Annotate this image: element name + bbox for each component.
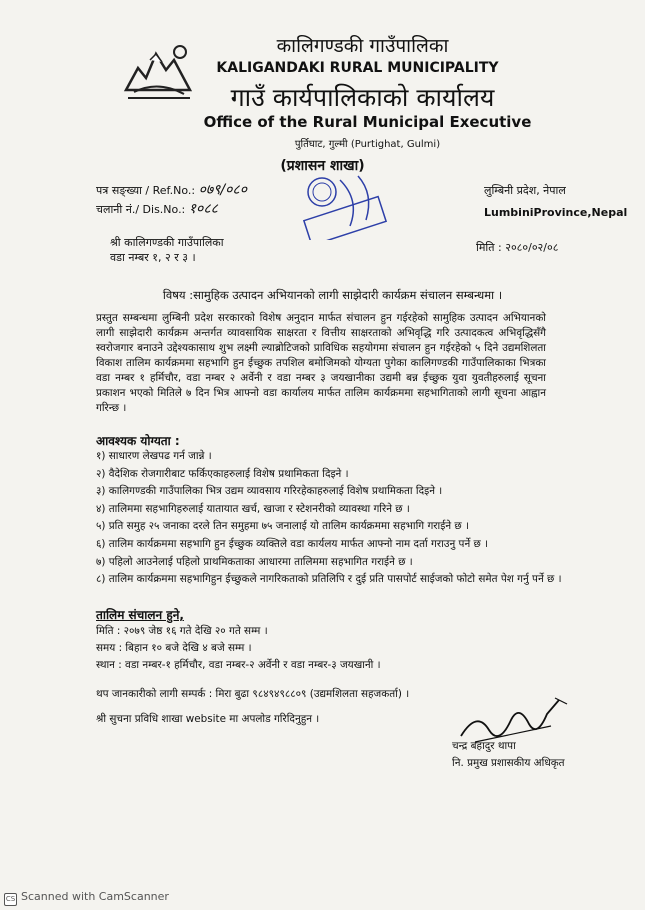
dispatch-number bbox=[96, 199, 218, 218]
recipient-line-1: श्री कालिगण्डकी गाउँपालिका bbox=[110, 236, 224, 249]
letter-date: मिति : २०८०/०२/०८ bbox=[476, 241, 559, 254]
requirement-item: २) वैदेशिक रोजगारीबाट फर्किएकाहरुलाई विशेष प्रथामिकता दिइने । bbox=[96, 467, 349, 480]
contact-info: थप जानकारीको लागी सम्पर्क : मिरा बुढा ९८४९४९८८०९ (उद्यमशिलता सहजकर्ता) । bbox=[96, 688, 410, 700]
municipality-name-en: KALIGANDAKI RURAL MUNICIPALITY bbox=[216, 60, 499, 76]
training-date: मिति : २०७९ जेष्ठ १६ गते देखि २० गते सम्म । bbox=[96, 625, 268, 637]
province-np: लुम्बिनी प्रदेश, नेपाल bbox=[484, 184, 566, 197]
section-name: (प्रशासन शाखा) bbox=[280, 158, 365, 174]
requirement-item: ५) प्रति समुह २५ जनाका दरले तिन समुहमा ७५ जनालाई यो तालिम कार्यक्रममा सहभागि गराईने छ । bbox=[96, 520, 469, 533]
subject-line: विषय :सामुहिक उत्पादन अभियानको लागी साझेदारी कार्यक्रम संचालन सम्बन्धमा । bbox=[162, 288, 503, 302]
office-name-np: गाउँ कार्यपालिकाको कार्यालय bbox=[230, 83, 495, 112]
requirement-item: ४) तालिममा सहभागिहरुलाई यातायात खर्च, खाजा र स्टेशनरीको व्यावस्था गरिने छ । bbox=[96, 502, 410, 515]
requirement-item: ३) कालिगण्डकी गाउँपालिका भित्र उद्यम व्यावसाय गरिरहेकाहरुलाई विशेष प्रथामिकता दिइने । bbox=[96, 485, 443, 498]
ref-number bbox=[96, 180, 247, 199]
training-title: तालिम संचालन हुने, bbox=[96, 608, 184, 622]
camscanner-icon: CS bbox=[4, 893, 17, 906]
training-time: समय : बिहान १० बजे देखि ४ बजे सम्म । bbox=[96, 642, 252, 654]
office-name-en: Office of the Rural Municipal Executive bbox=[203, 113, 532, 131]
dis-label: चलानी नं./ Dis.No.: bbox=[96, 203, 186, 216]
signatory-name: चन्द्र बहादुर थापा bbox=[452, 740, 516, 752]
scanner-text: Scanned with CamScanner bbox=[21, 890, 169, 903]
dis-value: १०८८ bbox=[188, 201, 218, 217]
website-note: श्री सुचना प्रविधि शाखा website मा अपलोड गरिदिनुहुन । bbox=[96, 713, 320, 725]
municipality-name-np: कालिगण्डकी गाउँपालिका bbox=[276, 35, 449, 57]
ref-value: ०७९/०८० bbox=[198, 182, 247, 198]
signatory-title: नि. प्रमुख प्रशासकीय अधिकृत bbox=[452, 757, 565, 769]
requirements-list bbox=[96, 448, 576, 587]
ref-label: पत्र सङ्ख्या / Ref.No.: bbox=[96, 184, 196, 197]
scanner-watermark bbox=[4, 890, 169, 906]
office-address: पुर्तिघाट, गुल्मी (Purtighat, Gulmi) bbox=[294, 139, 441, 150]
body-paragraph: प्रस्तुत सम्बन्धमा लुम्बिनी प्रदेश सरकारको विशेष अनुदान मार्फत संचालन हुन गईरहेको सामुहिक उत्पादन अभियानको लागी साझेदारी कार्यक्रम अन्तर्गत व्यावसायिक साक्षरता र वित्तीय साक्षरताको अभिवृद्धि गरि उत्पादकत्व अभिवृद्धिसँगै स्वरोजगार बनाउने उद्देश्यकासाथ शुभ लक्ष्मी ल्याब्रोटिजको प्राविधिक सहयोगमा संचालन हुन गईरहेको ५ दिने उद्यमशिलता विकाश तालिम कार्यक्रममा सहभागि हुन ईच्छुक तपशिल बमोजिमको योग्यता पुगेका कालिगण्डकी गाउँपालिकाका भित्रका वडा नम्बर १ हर्मिचौर, वडा नम्बर २ अर्वेनी र वडा नम्बर ३ जयखानीका उद्यमी बन्न ईच्छुक युवा युवतीहरुलाई सूचना प्रकाशन भएको मितिले ७ दिन भित्र आफ्नो वडा कार्यालय मार्फत तालिम कार्यक्रममा सहभागिताको लागी सूचना आह्वान गरिन्छ । bbox=[96, 312, 546, 414]
requirement-item: ७) पहिलो आउनेलाई पहिलो प्राथमिकताका आधारमा तालिममा सहभागित गराईने छ । bbox=[96, 555, 413, 568]
training-place: स्थान : वडा नम्बर-१ हर्मिचौर, वडा नम्बर-२ अर्वेनी र वडा नम्बर-३ जयखानी । bbox=[96, 659, 381, 671]
requirements-title: आवश्यक योग्यता : bbox=[96, 434, 180, 448]
office-stamp bbox=[300, 170, 390, 240]
requirement-item: १) साधारण लेखपढ गर्न जान्ने । bbox=[96, 450, 212, 462]
requirement-item: ८) तालिम कार्यक्रममा सहभागिहुन ईच्छुकले नागरिकताको प्रतिलिपि र दुई प्रति पासपोर्ट साईजको फोटो समेत पेश गर्नु पर्ने छ । bbox=[96, 573, 562, 586]
recipient-line-2: वडा नम्बर १, २ र ३ । bbox=[110, 251, 196, 264]
requirement-item: ६) तालिम कार्यक्रममा सहभागि हुन ईच्छुक व्यक्तिले वडा कार्यलय मार्फत आफ्नो नाम दर्ता गराउनु पर्ने छ । bbox=[96, 537, 489, 550]
province-en: LumbiniProvince,Nepal bbox=[484, 206, 628, 219]
